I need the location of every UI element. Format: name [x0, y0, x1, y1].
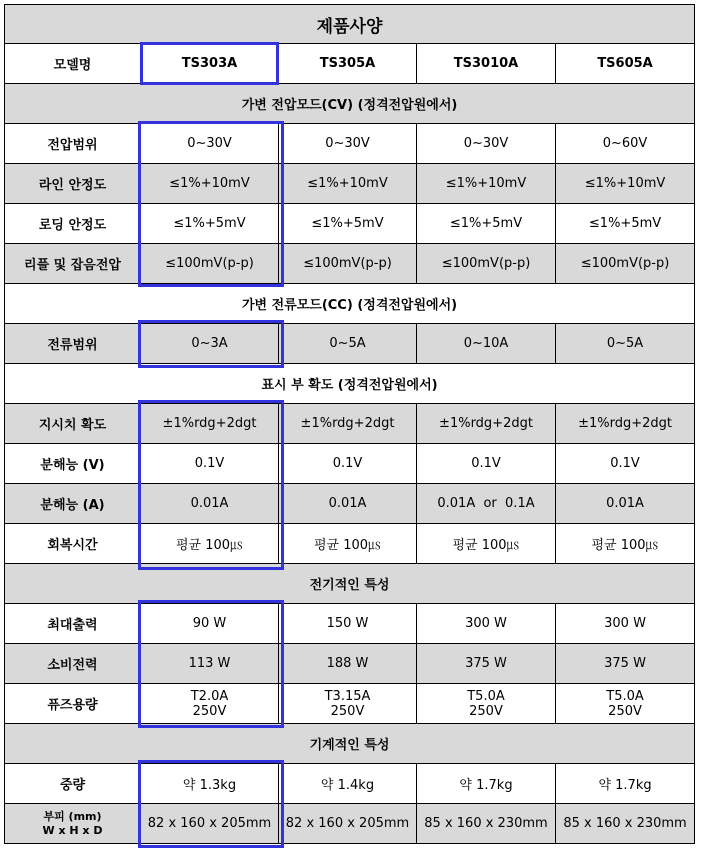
- table-cell: 0~30V: [279, 124, 417, 164]
- spec-table: [4, 4, 695, 844]
- table-row: [5, 604, 695, 644]
- section-title: 기계적인 특성: [5, 724, 695, 764]
- model-ts305a: TS305A: [279, 44, 417, 84]
- table-cell: 0.01A: [279, 484, 417, 524]
- row-label: 분해능 (A): [5, 484, 141, 524]
- section-mechanical: [5, 724, 695, 764]
- table-cell: 188 W: [279, 644, 417, 684]
- model-label: 모델명: [5, 44, 141, 84]
- section-display: [5, 364, 695, 404]
- section-cc: [5, 284, 695, 324]
- table-cell: 평균 100㎲: [556, 524, 695, 564]
- section-title: 가변 전압모드(CV) (정격전압원에서): [5, 84, 695, 124]
- section-cv: [5, 84, 695, 124]
- table-row: [5, 324, 695, 364]
- table-row: [5, 644, 695, 684]
- table-cell: 0.1V: [417, 444, 556, 484]
- row-label: 리플 및 잡음전압: [5, 244, 141, 284]
- fuse-rating: T5.0A: [467, 688, 505, 704]
- table-cell: ≤1%+10mV: [556, 164, 695, 204]
- row-label: 중량: [5, 764, 141, 804]
- table-cell: 약 1.7kg: [556, 764, 695, 804]
- table-cell: ±1%rdg+2dgt: [417, 404, 556, 444]
- table-cell: ≤100mV(p-p): [279, 244, 417, 284]
- table-cell: 0~30V: [141, 124, 279, 164]
- table-cell: 0.01A: [141, 484, 279, 524]
- table-cell: 150 W: [279, 604, 417, 644]
- table-cell: 약 1.4kg: [279, 764, 417, 804]
- table-row: [5, 804, 695, 844]
- row-label: 라인 안정도: [5, 164, 141, 204]
- table-cell: ≤100mV(p-p): [556, 244, 695, 284]
- table-cell: ≤1%+10mV: [279, 164, 417, 204]
- table-cell: ≤1%+5mV: [141, 204, 279, 244]
- table-cell: 113 W: [141, 644, 279, 684]
- fuse-voltage: 250V: [469, 703, 503, 719]
- row-label: 분해능 (V): [5, 444, 141, 484]
- model-ts3010a: TS3010A: [417, 44, 556, 84]
- table-cell: 300 W: [556, 604, 695, 644]
- table-row: [5, 764, 695, 804]
- table-cell: ±1%rdg+2dgt: [556, 404, 695, 444]
- table-title: 제품사양: [5, 5, 695, 44]
- table-cell: ≤100mV(p-p): [141, 244, 279, 284]
- table-cell: 0.01A or 0.1A: [417, 484, 556, 524]
- table-cell: 약 1.3kg: [141, 764, 279, 804]
- table-row: [5, 164, 695, 204]
- table-cell: 약 1.7kg: [417, 764, 556, 804]
- table-cell: 0.01A: [556, 484, 695, 524]
- fuse-voltage: 250V: [330, 703, 365, 719]
- table-cell: ≤1%+10mV: [417, 164, 556, 204]
- table-cell: [556, 684, 695, 724]
- fuse-rating: T2.0A: [190, 688, 229, 704]
- table-cell: 82 x 160 x 205mm: [141, 804, 279, 844]
- section-title: 전기적인 특성: [5, 564, 695, 604]
- table-row: [5, 484, 695, 524]
- table-cell: 0~10A: [417, 324, 556, 364]
- row-label: 전압범위: [5, 124, 141, 164]
- table-row: [5, 404, 695, 444]
- table-cell: 375 W: [417, 644, 556, 684]
- table-cell: 평균 100㎲: [279, 524, 417, 564]
- table-cell: 0.1V: [141, 444, 279, 484]
- table-cell: 82 x 160 x 205mm: [279, 804, 417, 844]
- table-cell: 0~5A: [279, 324, 417, 364]
- table-row: [5, 444, 695, 484]
- model-row: [5, 44, 695, 84]
- table-row: [5, 204, 695, 244]
- fuse-voltage: 250V: [608, 703, 642, 719]
- row-label: 로딩 안정도: [5, 204, 141, 244]
- table-row: [5, 244, 695, 284]
- table-cell: 0~5A: [556, 324, 695, 364]
- table-row: [5, 124, 695, 164]
- table-cell: ≤100mV(p-p): [417, 244, 556, 284]
- row-label: 지시치 확도: [5, 404, 141, 444]
- row-label: 최대출력: [5, 604, 141, 644]
- table-cell: 375 W: [556, 644, 695, 684]
- fuse-rating: T3.15A: [324, 688, 371, 704]
- table-cell: 0.1V: [279, 444, 417, 484]
- table-cell: 0.1V: [556, 444, 695, 484]
- table-cell: 85 x 160 x 230mm: [417, 804, 556, 844]
- row-label: 전류범위: [5, 324, 141, 364]
- table-cell: 85 x 160 x 230mm: [556, 804, 695, 844]
- table-cell: 평균 100㎲: [417, 524, 556, 564]
- model-ts605a: TS605A: [556, 44, 695, 84]
- table-cell: 0~3A: [141, 324, 279, 364]
- row-label: 소비전력: [5, 644, 141, 684]
- table-row: [5, 524, 695, 564]
- section-title: 가변 전류모드(CC) (정격전압원에서): [5, 284, 695, 324]
- table-cell: 300 W: [417, 604, 556, 644]
- table-cell: [141, 684, 279, 724]
- table-cell: ≤1%+5mV: [417, 204, 556, 244]
- table-cell: 0~60V: [556, 124, 695, 164]
- row-label: 퓨즈용량: [5, 684, 141, 724]
- table-cell: ≤1%+5mV: [279, 204, 417, 244]
- table-row: [5, 684, 695, 724]
- dimension-label: W x H x D: [42, 823, 103, 837]
- table-cell: 0~30V: [417, 124, 556, 164]
- table-cell: ≤1%+5mV: [556, 204, 695, 244]
- table-cell: [417, 684, 556, 724]
- volume-label: 부피 (mm): [43, 809, 102, 823]
- table-cell: ±1%rdg+2dgt: [141, 404, 279, 444]
- row-label: 회복시간: [5, 524, 141, 564]
- row-label: [5, 804, 141, 844]
- table-cell: ±1%rdg+2dgt: [279, 404, 417, 444]
- title-row: [5, 5, 695, 44]
- table-cell: [279, 684, 417, 724]
- section-electrical: [5, 564, 695, 604]
- table-cell: 90 W: [141, 604, 279, 644]
- section-title: 표시 부 확도 (정격전압원에서): [5, 364, 695, 404]
- fuse-rating: T5.0A: [606, 688, 644, 704]
- model-ts303a: TS303A: [141, 44, 279, 84]
- table-cell: ≤1%+10mV: [141, 164, 279, 204]
- fuse-voltage: 250V: [192, 703, 227, 719]
- table-cell: 평균 100㎲: [141, 524, 279, 564]
